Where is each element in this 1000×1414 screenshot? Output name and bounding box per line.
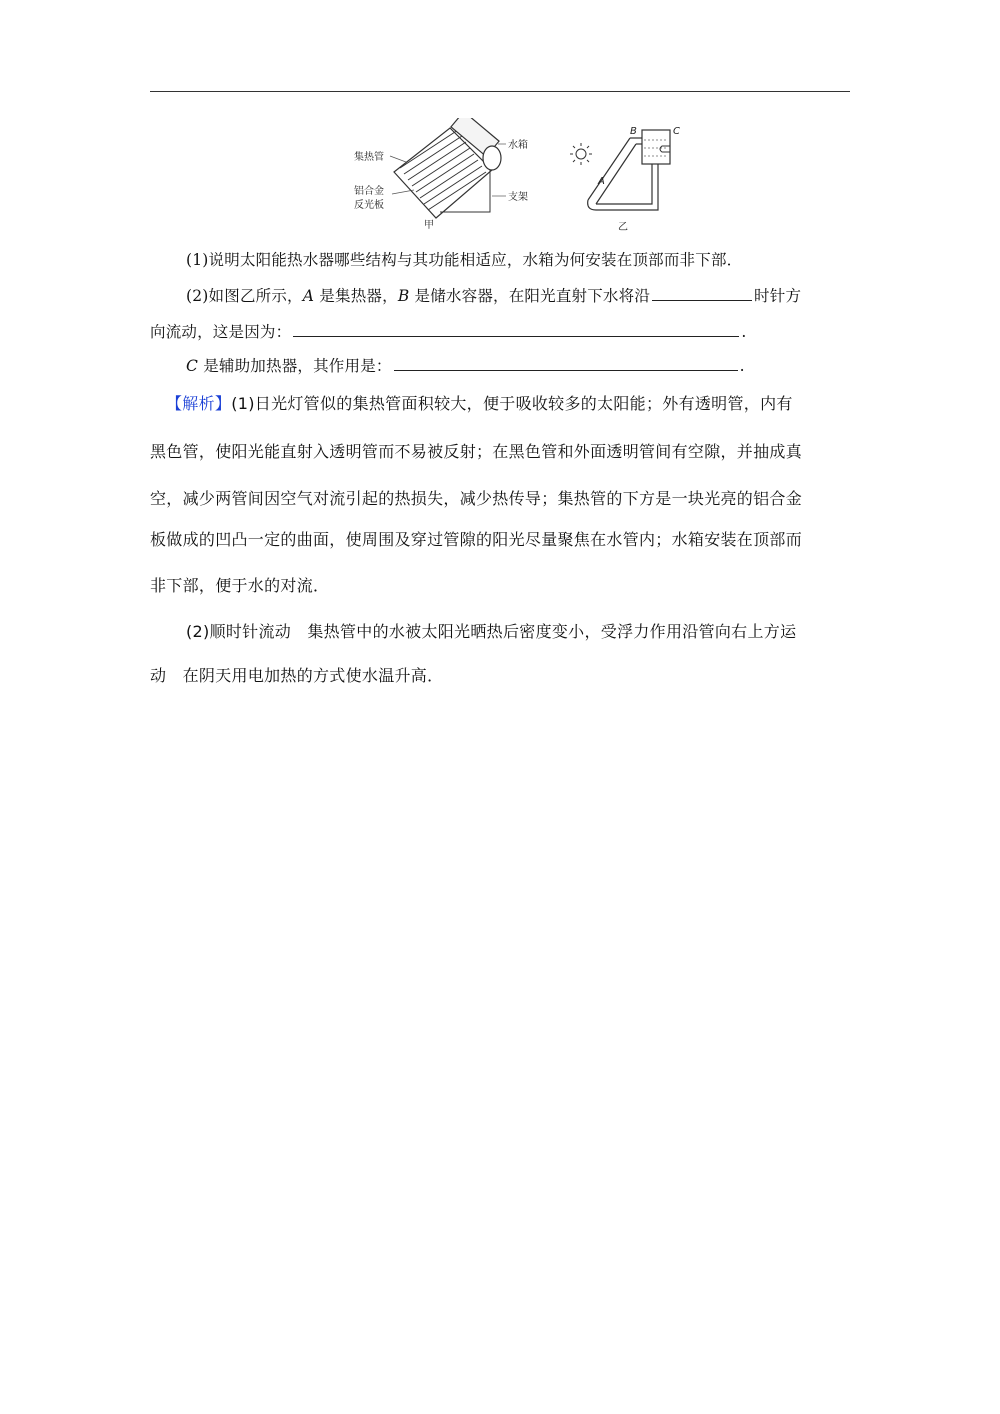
q2-post: 时针方: [754, 287, 802, 305]
q2-line3-pre: 是辅助加热器，其作用是：: [198, 357, 392, 375]
answer-blank-reason[interactable]: [293, 322, 739, 337]
caption-yi: 乙: [618, 222, 628, 233]
q2-line3-post: .: [739, 357, 745, 375]
answer-p1-text-2: 空，减少两管间因空气对流引起的热损失，减少热传导；集热管的下方是一块光亮的铝合金: [150, 489, 803, 508]
question-2-line-3: [186, 356, 745, 376]
label-reflector-1: 铝合金: [354, 186, 384, 197]
q2-pre: (2)如图乙所示，: [186, 287, 303, 305]
answer-p1-line-3: [150, 489, 802, 509]
solar-heater-figure: [340, 118, 680, 236]
q2-var-c: C: [186, 357, 199, 375]
answer-p1-text-4: 非下部，便于水的对流．: [150, 576, 330, 595]
analysis-tag: 【解析】: [166, 394, 232, 413]
answer-p1-text-1: 黑色管，使阳光能直射入透明管而不易被反射；在黑色管和外面透明管间有空隙，并抽成真: [150, 442, 803, 461]
q2-mid2: 是储水容器，在阳光直射下水将沿: [409, 287, 651, 305]
answer-blank-function[interactable]: [394, 356, 738, 371]
diagram-jia: [354, 118, 528, 231]
label-tank: 水箱: [508, 140, 528, 151]
answer-p2-text-1: (2)顺时针流动 集热管中的水被太阳光晒热后密度变小，受浮力作用沿管向右上方运: [186, 622, 797, 641]
label-stand: 支架: [508, 192, 528, 203]
q2-var-a: A: [302, 287, 315, 305]
question-2-line-1: [186, 286, 801, 306]
figure: [340, 118, 680, 236]
caption-jia: 甲: [424, 220, 434, 231]
label-b: B: [630, 126, 637, 137]
q2-line2-pre: 向流动，这是因为：: [150, 323, 292, 341]
label-collector: 集热管: [354, 152, 384, 163]
diagram-yi: [570, 126, 680, 233]
label-c: C: [673, 126, 680, 137]
answer-p1-line-5: [150, 576, 329, 596]
header-rule: [150, 91, 850, 92]
label-a: A: [598, 176, 605, 187]
answer-p2-line-1: [186, 622, 796, 642]
answer-p1-line-4: [150, 530, 802, 550]
q2-line2-post: .: [741, 323, 747, 341]
answer-p1-line-2: [150, 442, 802, 462]
answer-p1-text-0: (1)日光灯管似的集热管面积较大，便于吸收较多的太阳能；外有透明管，内有: [231, 394, 793, 413]
question-1: [186, 250, 742, 270]
question-2-line-2: [150, 322, 746, 342]
answer-p1-line-1: [166, 394, 793, 414]
q2-mid1: 是集热器，: [314, 287, 398, 305]
answer-blank-direction[interactable]: [652, 286, 752, 301]
answer-p2-line-2: [150, 666, 443, 686]
label-reflector-2: 反光板: [354, 200, 384, 211]
question-1-text: (1)说明太阳能热水器哪些结构与其功能相适应，水箱为何安装在顶部而非下部．: [186, 251, 743, 269]
sun-icon: [570, 143, 592, 165]
answer-p1-text-3: 板做成的凹凸一定的曲面，使周围及穿过管隙的阳光尽量聚焦在水管内；水箱安装在顶部而: [150, 530, 803, 549]
q2-var-b: B: [397, 287, 410, 305]
answer-p2-text-2: 动 在阴天用电加热的方式使水温升高．: [150, 666, 444, 685]
